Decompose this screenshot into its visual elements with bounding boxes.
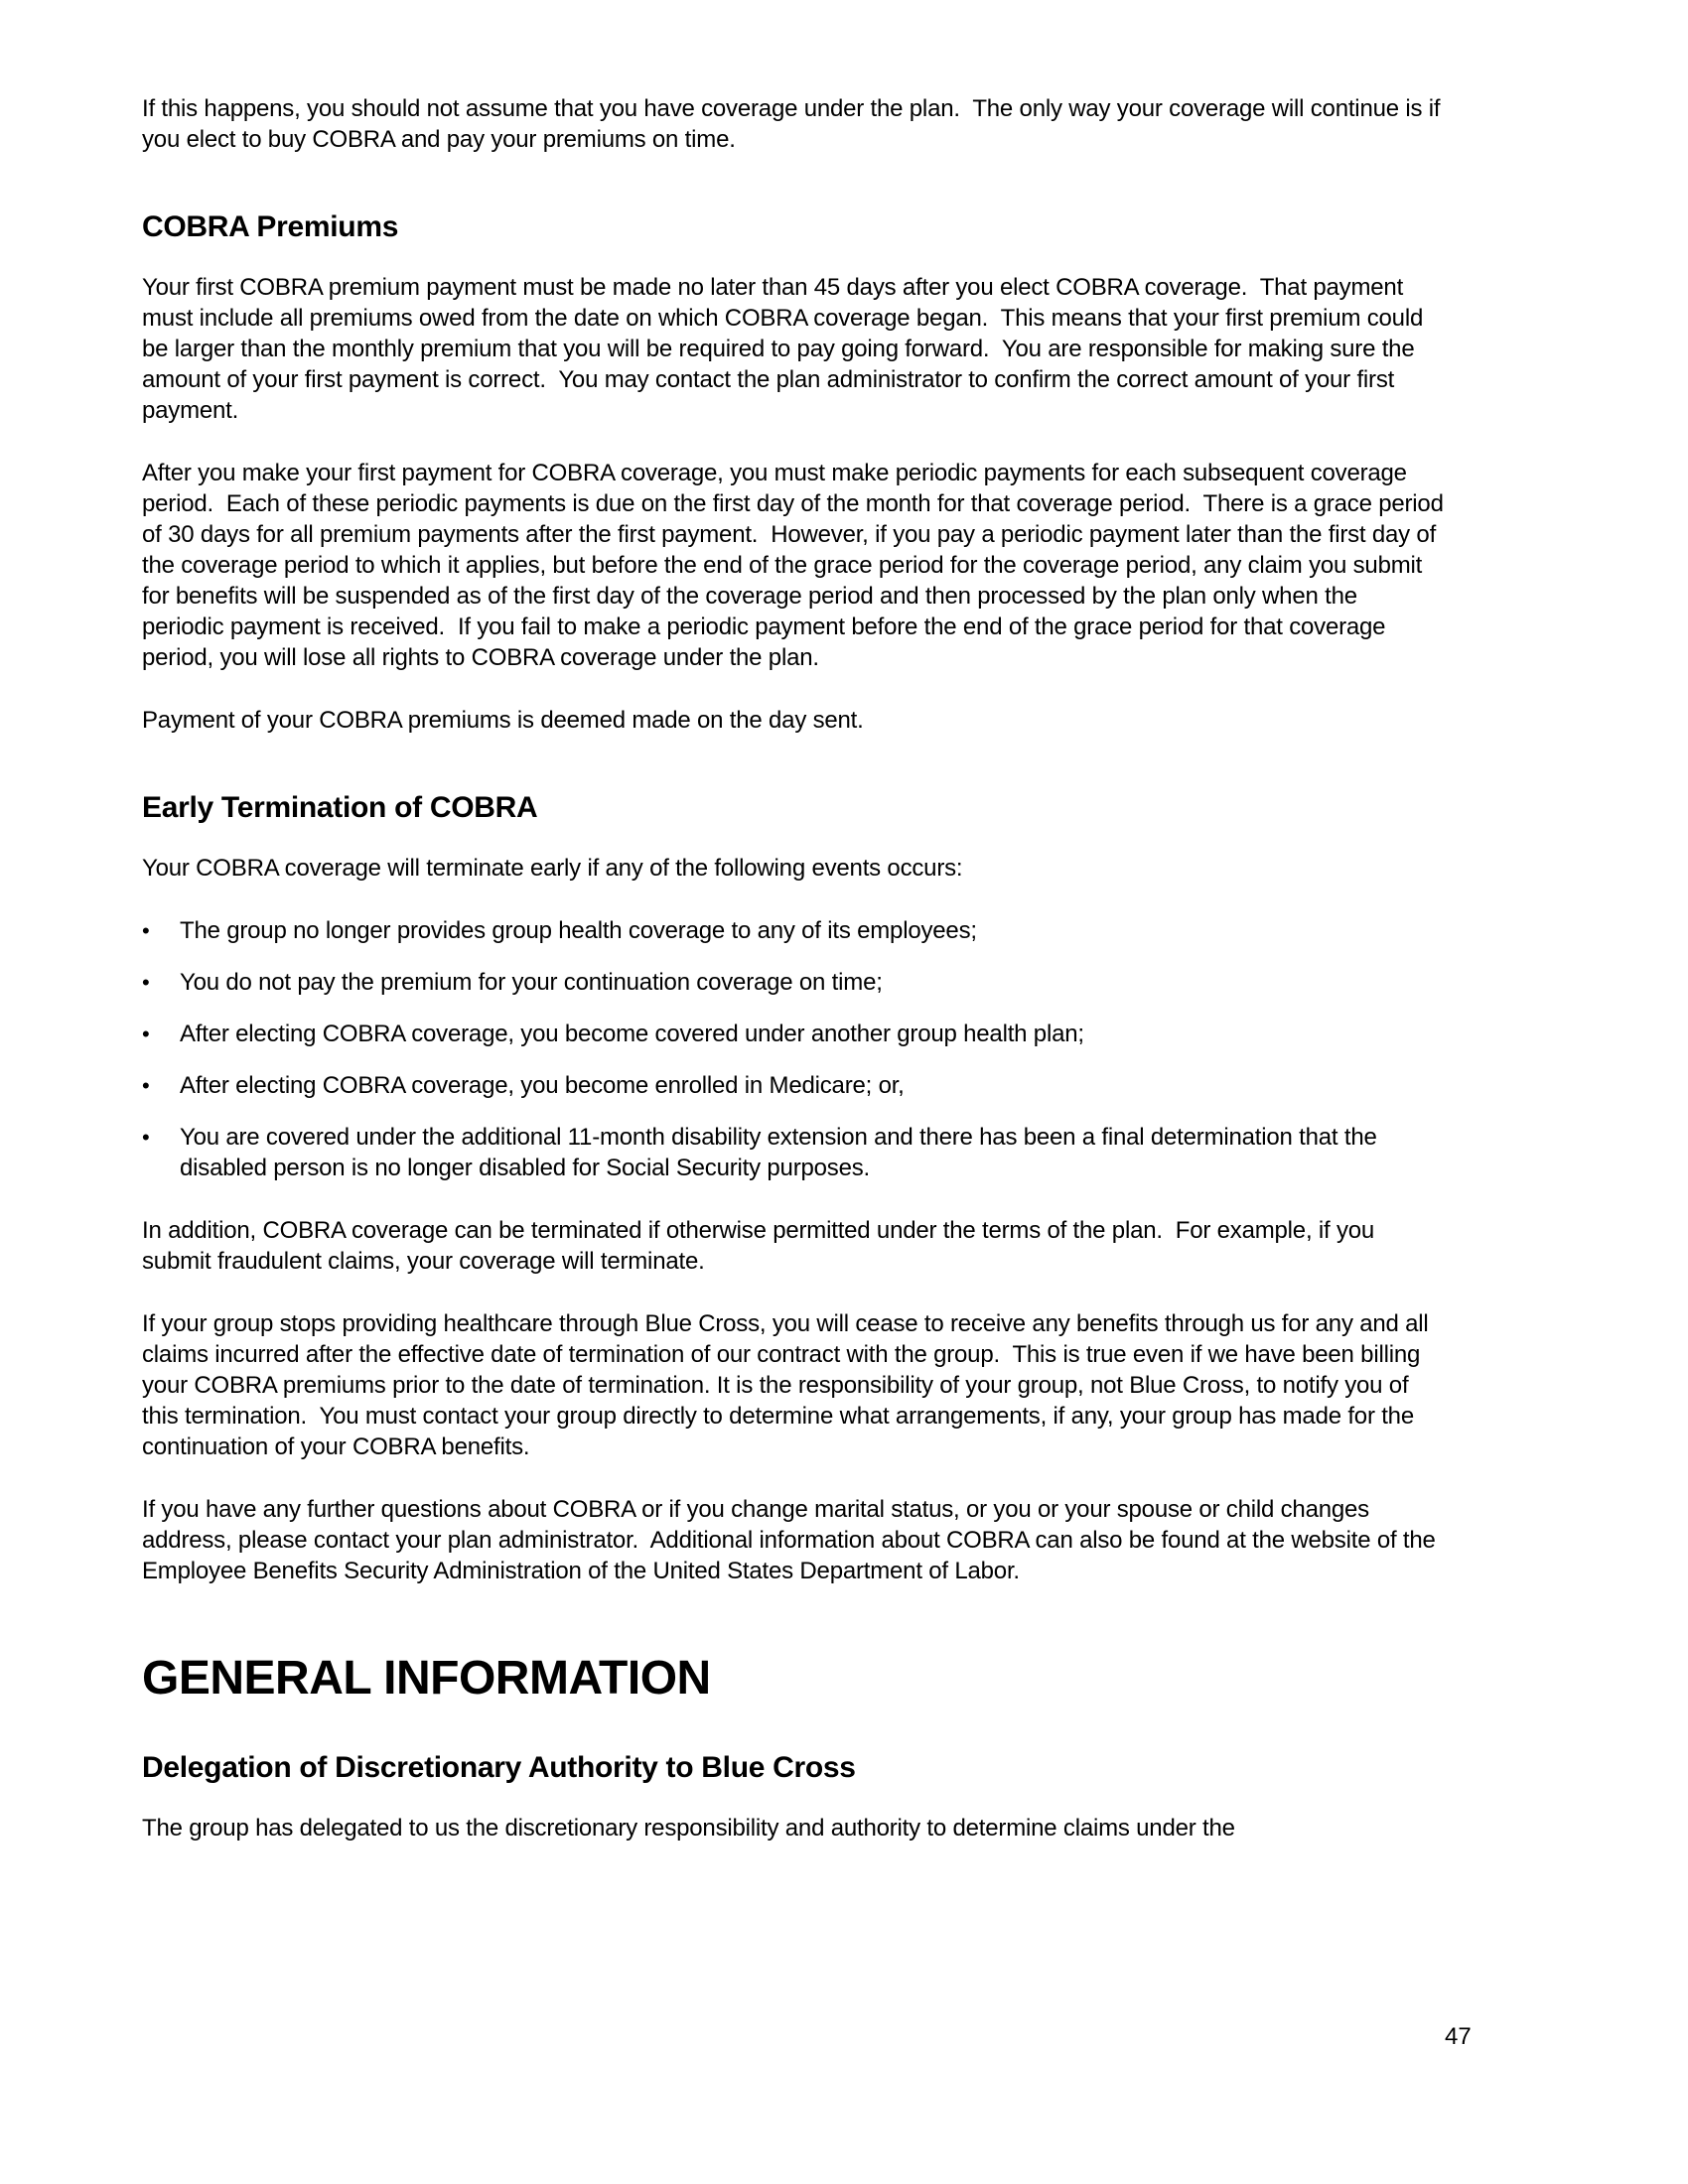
- list-item-text: You are covered under the additional 11-month disability extension and there has been a final determination that the disabled person is no longer disabled for Social Security purposes.: [180, 1124, 1384, 1181]
- termination-events-list: [142, 915, 1445, 1183]
- list-item-termination-event-4: [142, 1070, 1445, 1101]
- paragraph-intro: If this happens, you should not assume that you have coverage under the plan. The only way your coverage will continue is if you elect to buy COBRA and pay your premiums on time.: [142, 95, 1447, 153]
- list-item-termination-event-3: [142, 1019, 1445, 1049]
- paragraph-delegation-authority-1: The group has delegated to us the discretionary responsibility and authority to determine claims under the: [142, 1815, 1235, 1842]
- paragraph-cobra-premiums-3: Payment of your COBRA premiums is deemed made on the day sent.: [142, 707, 864, 734]
- bullet-icon: •: [142, 918, 150, 943]
- section-heading-early-termination: Early Termination of COBRA: [142, 791, 538, 824]
- bullet-icon: •: [142, 1125, 150, 1150]
- paragraph-early-termination-1: In addition, COBRA coverage can be terminated if otherwise permitted under the terms of the plan. For example, if you submit fraudulent claims, your coverage will terminate.: [142, 1217, 1381, 1275]
- list-item-text: You do not pay the premium for your continuation coverage on time;: [180, 969, 883, 996]
- page-title-general-information: GENERAL INFORMATION: [142, 1652, 711, 1705]
- bullet-icon: •: [142, 1073, 150, 1098]
- section-heading-delegation-authority: Delegation of Discretionary Authority to Blue Cross: [142, 1751, 856, 1784]
- bullet-icon: •: [142, 1022, 150, 1046]
- paragraph-early-termination-2: If your group stops providing healthcare through Blue Cross, you will cease to receive any benefits through us for any and all claims incurred after the effective date of termination of our contract with the group. This is true even if we have been billing your COBRA premiums prior to the date of termination. It is the responsibility of your group, not Blue Cross, to notify you of this termination. You must contact your group directly to determine what arrangements, if any, your group has made for the continuation of your COBRA benefits.: [142, 1310, 1436, 1460]
- paragraph-cobra-premiums-2: After you make your first payment for COBRA coverage, you must make periodic payments for each subsequent coverage period. Each of these periodic payments is due on the first day of the month for that coverage period. There is a grace period of 30 days for all premium payments after the first payment. However, if you pay a periodic payment later than the first day of the coverage period to which it applies, but before the end of the grace period for the coverage period, any claim you submit for benefits will be suspended as of the first day of the coverage period and then processed by the plan only when the periodic payment is received. If you fail to make a periodic payment before the end of the grace period for that coverage period, you will lose all rights to COBRA coverage under the plan.: [142, 460, 1451, 671]
- list-item-text: After electing COBRA coverage, you become covered under another group health plan;: [180, 1021, 1084, 1047]
- list-item-text: The group no longer provides group health coverage to any of its employees;: [180, 917, 977, 944]
- list-item-termination-event-5: [142, 1122, 1445, 1183]
- section-heading-cobra-premiums: COBRA Premiums: [142, 210, 399, 243]
- paragraph-early-termination-lead-in: Your COBRA coverage will terminate early if any of the following events occurs:: [142, 855, 963, 882]
- paragraph-cobra-premiums-1: Your first COBRA premium payment must be made no later than 45 days after you elect COBRA coverage. That payment must include all premiums owed from the date on which COBRA coverage began. This means that your first premium could be larger than the monthly premium that you will be required to pay going forward. You are responsible for making sure the amount of your first payment is correct. You may contact the plan administrator to confirm the correct amount of your first payment.: [142, 274, 1430, 424]
- list-item-termination-event-1: [142, 915, 1445, 946]
- list-item-text: After electing COBRA coverage, you become enrolled in Medicare; or,: [180, 1072, 905, 1099]
- page-number: 47: [1445, 2023, 1472, 2050]
- list-item-termination-event-2: [142, 967, 1445, 998]
- bullet-icon: •: [142, 970, 150, 995]
- paragraph-early-termination-3: If you have any further questions about COBRA or if you change marital status, or you or your spouse or child changes address, please contact your plan administrator. Additional information about COBRA can also be found at the website of the Employee Benefits Security Administration of the United States Department of Labor.: [142, 1496, 1443, 1584]
